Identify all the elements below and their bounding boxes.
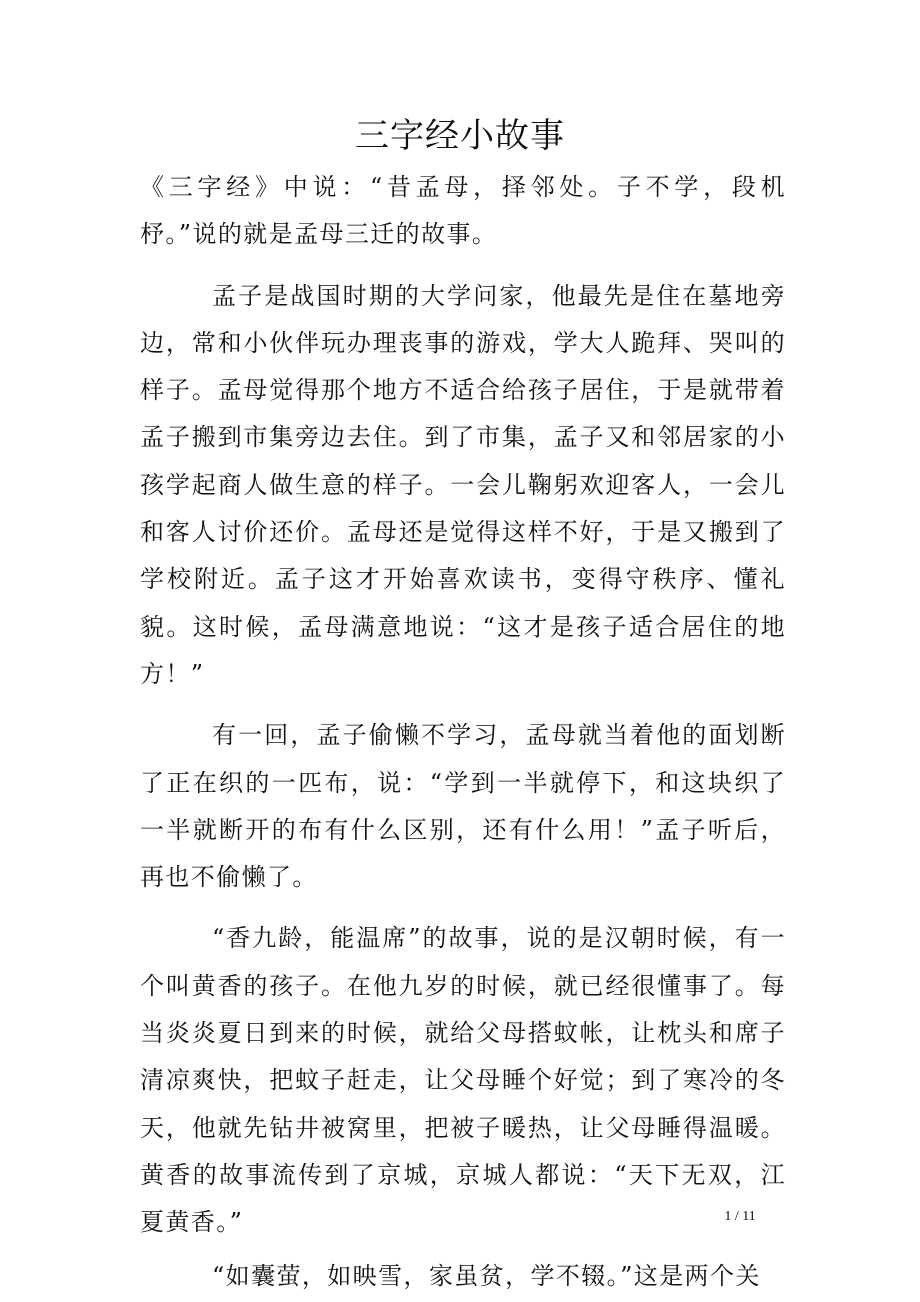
paragraph-firefly-snow: “如囊萤，如映雪，家虽贫，学不辍。”这是两个关 <box>212 1261 761 1290</box>
page-number: 1 / 11 <box>724 1209 756 1224</box>
paragraph-intro: 《三字经》中说：“昔孟母，择邻处。子不学，段机杼。”说的就是孟母三迁的故事。 <box>140 173 786 249</box>
paragraph-huang-xiang: “香九龄，能温席”的故事，说的是汉朝时候，有一个叫黄香的孩子。在他九岁的时候，就已经很懂事了。每当炎炎夏日到来的时候，就给父母搭蚊帐，让枕头和席子清凉爽快，把蚊子赶走，让父母睡个好觉；到了寒冷的冬天，他就先钻井被窝里，把被子暖热，让父母睡得温暖。黄香的故事流传到了京城，京城人都说：“天下无双，江夏黄香。” <box>140 924 786 1237</box>
paragraph-mencius-moves: 孟子是战国时期的大学问家，他最先是住在墓地旁边，常和小伙伴玩办理丧事的游戏，学大人跪拜、哭叫的样子。孟母觉得那个地方不适合给孩子居住，于是就带着孟子搬到市集旁边去住。到了市集，孟子又和邻居家的小孩学起商人做生意的样子。一会儿鞠躬欢迎客人，一会儿和客人讨价还价。孟母还是觉得这样不好，于是又搬到了学校附近。孟子这才开始喜欢读书，变得守秩序、懂礼貌。这时候，孟母满意地说：“这才是孩子适合居住的地方！” <box>140 281 786 688</box>
paragraph-mencius-weaving: 有一回，孟子偷懒不学习，孟母就当着他的面划断了正在织的一匹布，说：“学到一半就停下，和这块织了一半就断开的布有什么区别，还有什么用！”孟子听后，再也不偷懒了。 <box>140 721 786 892</box>
document-title: 三字经小故事 <box>355 116 565 156</box>
document-body <box>140 164 786 1300</box>
